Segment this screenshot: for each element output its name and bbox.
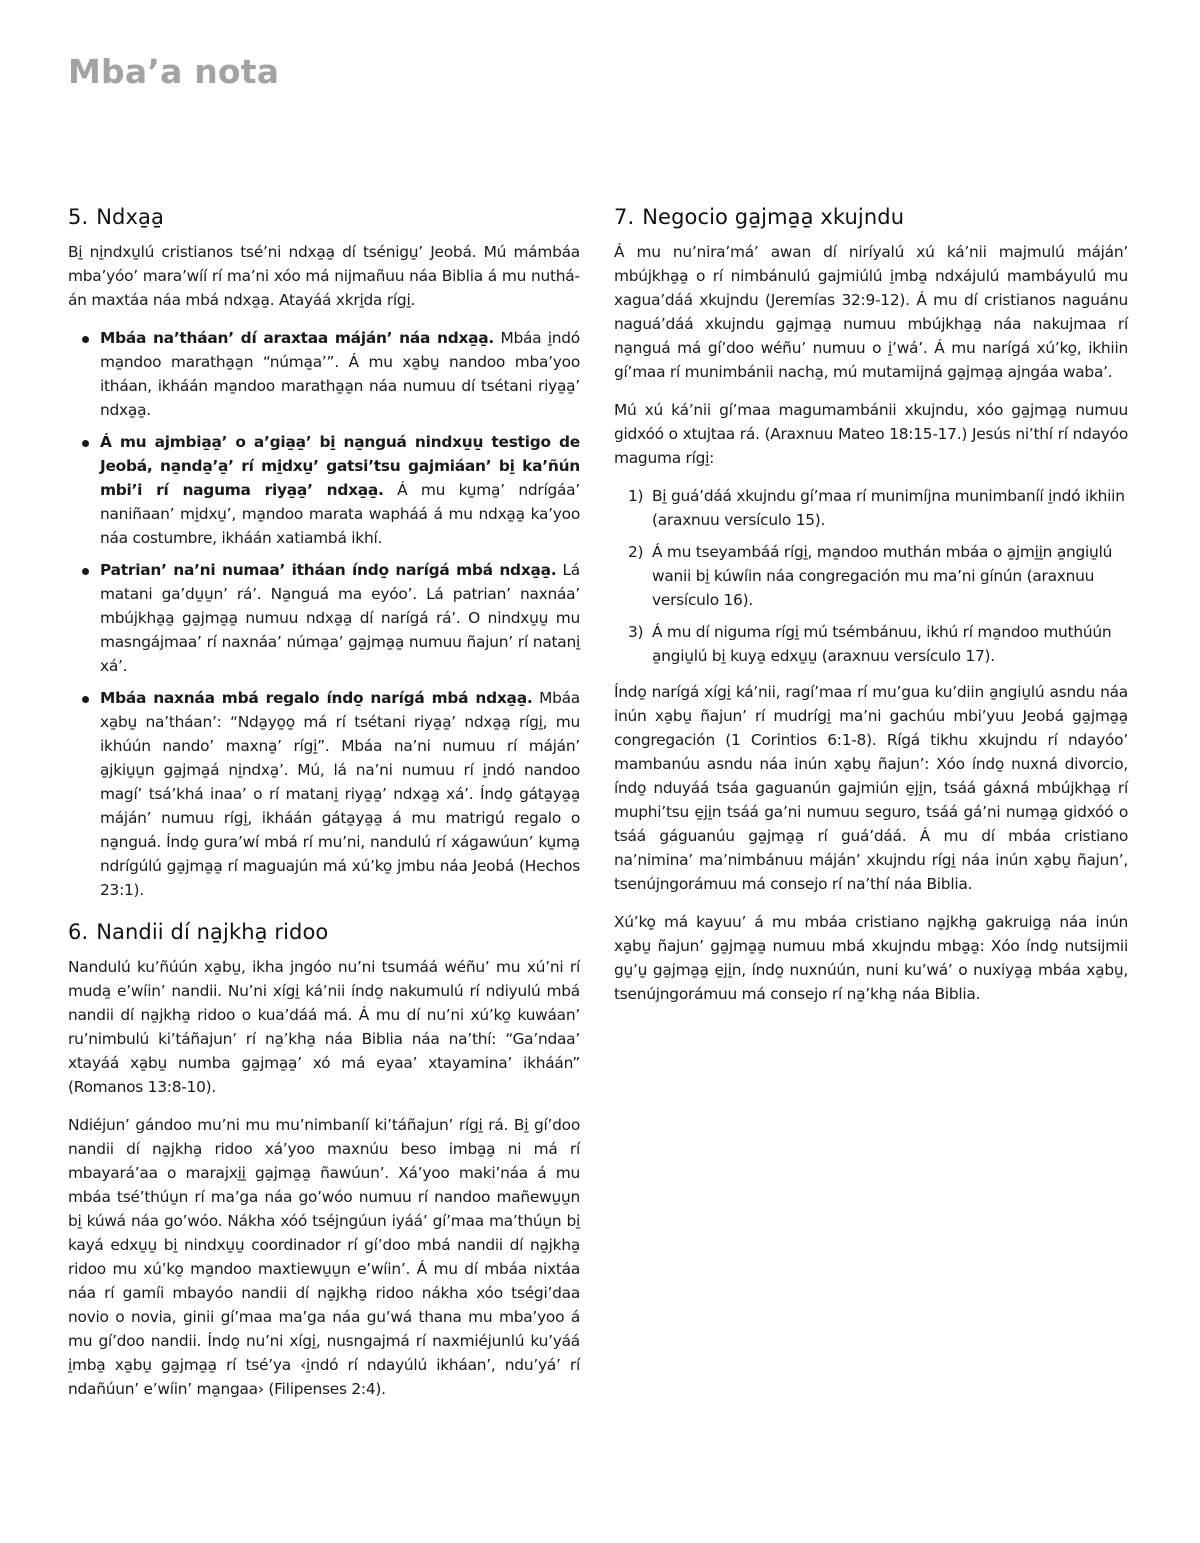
bullet-item bbox=[68, 686, 580, 902]
section-6-paragraph: Nandulú ku’ñúún xa̱bu̱, ikha jngóo nu’ni tsumáá wéñu’ mu xú’ni rí mudа̱ e’wíin’ nandii. Nu’ni xígi̱ ká’nii índo̱ nakumulú rí ndiyulú mbá nandii dí na̱jkha̱ ridoo o kua’dáá má. Á mu dí nu’ni xú’ko̱ kuwáan’ ru’nimbulú ki’táñajun’ rí na̱’kha̱ náa Biblia náa na’thí: “Ga’ndaa’ xtayáá xa̱bu̱ numba ga̱jma̱a̱’ xó má eyaa’ xtayamina’ ikháán” (Romanos 13:8-10). bbox=[68, 958, 580, 1096]
bullet-text: Mbáa i̱ndó ma̱ndoo maratha̱a̱n “númа̱a’”. Á mu xa̱bu̱ nandoo mba’yoo itháan, ikháán ma̱ndoo maratha̱a̱n náa numuu dí tsétani riya̱a̱’ ndxa̱a̱. bbox=[100, 329, 580, 419]
step-number: 2) bbox=[628, 543, 644, 561]
bullet-icon bbox=[82, 440, 89, 447]
step-number: 1) bbox=[628, 487, 644, 505]
section-5-title: Ndxa̱a̱ bbox=[96, 205, 164, 229]
step-text: Á mu dí niguma rígi̱ mú tsémbánuu, ikhú rí ma̱ndoo muthúún a̱ngiu̱lú bi̱ kuya̱ edxu̱u̱ (araxnuu versículo 17). bbox=[652, 623, 1112, 665]
bullet-text: Mbáa xa̱bu̱ na’tháan’: “Nda̱yo̱o̱ má rí tsétani riya̱a̱’ ndxa̱a̱ rígi̱, mu ikhúún nando’ maxna̱’ rígi̱”. Mbáa na’ni numuu rí máján’ a̱jkiu̱u̱n ga̱jma̱á ni̱ndxa̱’. Mú, lá na’ni numuu rí i̱ndó nandoo magí’ tsá’khá inaa’ o rí matani̱ riya̱a̱’ ndxa̱a̱ xá’. Índo̱ gáta̱ya̱a̱ máján’ numuu rígi̱, ikháán gáta̱ya̱a̱ á mu matrigú regalo o na̱nguá. Índo̱ gura’wí mbá rí mu’ni, nandulú rí xágawúun’ ku̱ma̱ ndrígúlú ga̱jma̱a̱ rí maguajún má xú’ko̱ jmbu náa Jeobá (Hechos 23:1). bbox=[100, 689, 580, 899]
section-7-paragraph: Índo̱ narígá xígi̱ ká’nii, ragí’maa rí mu’gua ku’diin a̱ngiu̱lú asndu náa inún xa̱bu̱ ñajun’ rí mudrígi̱ ma’ni gachúu mbi’yuu Jeobá ga̱jma̱a̱ congregación (1 Corintios 6:1-8). Rígá tikhu xkujndu rí ndayóo’ mambanúu asndu náa inún xa̱bu̱ ñajun’: Xóo índo̱ nuxná divorcio, índo̱ nduyáá tsáa gaguanún gajmiún e̱ji̱n, tsáá gáxná mbújkha̱a̱ rí muphi’tsu e̱ji̱n tsáá ga’ni numuu seguro, tsáá gá’ni numa̱a̱ gidxóó o tsáá gáguanúu ga̱jma̱a̱ rí guá’dáá. Á mu dí mbáa cristiano na’nimina’ ma’nimbánuu máján’ xkujndu rígi̱ náa inún xa̱bu̱ ñajun’, tsenújngorámuu má consejo rí na’thí náa Biblia. bbox=[614, 683, 1128, 893]
bullet-bold-lead: Mbáa na’tháan’ dí araxtaa máján’ náa ndxa̱a̱. bbox=[100, 329, 495, 347]
section-7-number: 7. bbox=[614, 205, 635, 229]
section-7-paragraph: Á mu nu’nira’má’ awan dí niríyalú xú ká’nii majmulú máján’ mbújkha̱a̱ o rí nimbánulú gajmiúlú i̱mba̱ ndxájulú mambáyulú mu xagua’dáá xkujndu (Jeremías 32:9-12). Á mu dí cristianos naguánu naguá’dáá xkujndu ga̱jma̱a̱ numuu mbújkha̱a̱ náa nakujmaa rí na̱nguá má gí’doo wéñu’ numuu o i̱’wá’. Á mu narígá xú’ko̱, ikhiin gí’maa rí munimbánii nacha̱, mú mutamijná ga̱jma̱a̱ ajngáa waba’. bbox=[614, 243, 1128, 381]
section-7-steps-list bbox=[614, 484, 1128, 668]
section-7-heading bbox=[614, 205, 1128, 229]
page-title: Mba’a nota bbox=[68, 52, 280, 91]
section-6-title: Nandii dí na̱jkha̱ ridoo bbox=[96, 920, 329, 944]
step-item bbox=[614, 540, 1128, 612]
bullet-item bbox=[68, 326, 580, 422]
bullet-item bbox=[68, 558, 580, 678]
bullet-icon bbox=[82, 696, 89, 703]
bullet-text: Lá matani ga’du̱u̱n’ rá’. Na̱nguá ma eyóo’. Lá patrian’ naxnáa’ mbújkha̱a̱ ga̱jma̱a̱ numuu ndxa̱a̱ dí narígá rá’. O nindxu̱u̱ mu masngájmaa’ rí naxnáa’ númа̱a’ ga̱jma̱a̱ numuu ñajun’ rí natani̱ xá’. bbox=[100, 561, 580, 675]
section-6-heading bbox=[68, 920, 580, 944]
section-7-title: Negocio ga̱jma̱a̱ xkujndu bbox=[642, 205, 905, 229]
step-number: 3) bbox=[628, 623, 644, 641]
section-6-number: 6. bbox=[68, 920, 89, 944]
section-5-heading bbox=[68, 205, 580, 229]
bullet-icon bbox=[82, 568, 89, 575]
step-text: Bi̱ guá’dáá xkujndu gí’maa rí munimíjna munimbaníí i̱ndó ikhiin (araxnuu versículo 15). bbox=[652, 487, 1125, 529]
bullet-bold-lead: Mbáa naxnáa mbá regalo índo̱ narígá mbá ndxa̱a̱. bbox=[100, 689, 533, 707]
section-5-intro: Bi̱ ni̱ndxu̱lú cristianos tsé’ni ndxa̱a̱ dí tsénigu̱’ Jeobá. Mú mámbáa mba’yóo’ mara’wíí rí ma’ni xóo má nijmañuu náa Biblia á mu nutháán maxtáa náa mbá ndxa̱a̱. Atayáá xkri̱da rígi̱. bbox=[68, 243, 580, 309]
left-column bbox=[68, 205, 580, 1415]
section-6-paragraph: Ndiéjun’ gándoo mu’ni mu mu’nimbaníí ki’táñajun’ rígi̱ rá. Bi̱ gí’doo nandii dí na̱jkha̱ ridoo xá’yoo maxnúu beso imba̱a̱ ni má rí mbayará’aa o marajxi̱i̱ ga̱jma̱a̱ ñawúun’. Xá’yoo maki’náa á mu mbáa tsé’thúu̱n rí ma’ga náa go’wóo numuu rí nandoo mañewu̱u̱n bi̱ kúwá náa go’wóo. Nákha xóó tséjngúun iyáá’ gí’maa ma’thúu̱n bi̱ kayá edxu̱u̱ bi̱ nindxu̱u̱ coordinador rí gí’doo mbá nandii dí na̱jkha̱ ridoo mu xú’ko̱ ma̱ndoo maxtiewu̱u̱n e’wíin’. Á mu dí mbáa nixtáa náa rí gamíi mbayóo nandii dí na̱jkha̱ ridoo nákha xóo tségi’daa novio o novia, ginii gí’maa ma’ga náa gu’wá thana mu mba’yoo á mu gí’doo nandii. Índo̱ nu’ni xígi̱, nusngajmá rí naxmiéjunlú ku’yáá i̱mba̱ xa̱bu̱ ga̱jma̱a̱ rí tsé’ya ‹i̱ndó rí ndayúlú ikháan’, ndu’yá’ rí ndañúun’ e’wíin’ ma̱ngaa› (Filipenses 2:4). bbox=[68, 1116, 580, 1398]
step-item bbox=[614, 484, 1128, 532]
bullet-bold-lead: Á mu ajmbia̱a̱’ o a’gia̱a̱’ bi̱ na̱nguá nindxu̱u̱ testigo de Jeobá, na̱nda̱’a̱’ rí mi̱dxu̱’ gatsi’tsu gajmiáan’ bi̱ ka’ñún mbi’i rí naguma riya̱a̱’ ndxa̱a̱. bbox=[100, 433, 580, 499]
bullet-text: Á mu ku̱ma̱’ ndrígáa’ naniñaan’ mi̱dxu̱’, ma̱ndoo marata wapháá á mu ndxa̱a̱ ka’yoo náa costumbre, ikháán xatiambá ikhí. bbox=[100, 481, 580, 547]
bullet-item bbox=[68, 430, 580, 550]
step-item bbox=[614, 620, 1128, 668]
right-column bbox=[614, 205, 1128, 1020]
section-7-paragraph: Xú’ko̱ má kayuu’ á mu mbáa cristiano na̱jkha̱ gakruiga̱ náa inún xa̱bu̱ ñajun’ ga̱jma̱a̱ numuu mbá xkujndu mba̱a̱: Xóo índo̱ nutsijmii gu̱’u̱ ga̱jma̱a̱ e̱ji̱n, índo̱ nuxnúún, nuni ku’wá’ o nuxiya̱a̱ mbáa xa̱bu̱, tsenújngorámuu má consejo rí na̱’kha̱ náa Biblia. bbox=[614, 913, 1128, 1003]
section-5-bullet-list bbox=[68, 326, 580, 902]
bullet-icon bbox=[82, 336, 89, 343]
step-text: Á mu tseyambáá rígi̱, ma̱ndoo muthán mbáa o a̱jmi̱i̱n a̱ngiu̱lú wanii bi̱ kúwíin náa congregación mu ma’ni gínún (araxnuu versículo 16). bbox=[652, 543, 1113, 609]
section-5-number: 5. bbox=[68, 205, 89, 229]
section-7-paragraph: Mú xú ká’nii gí’maa magumambánii xkujndu, xóo ga̱jma̱a̱ numuu gidxóó o xtujtaa rá. (Araxnuu Mateo 18:15-17.) Jesús ni’thí rí ndayóo maguma rígi̱: bbox=[614, 401, 1128, 467]
bullet-bold-lead: Patrian’ na’ni numaa’ itháan índo̱ narígá mbá ndxa̱a̱. bbox=[100, 561, 557, 579]
